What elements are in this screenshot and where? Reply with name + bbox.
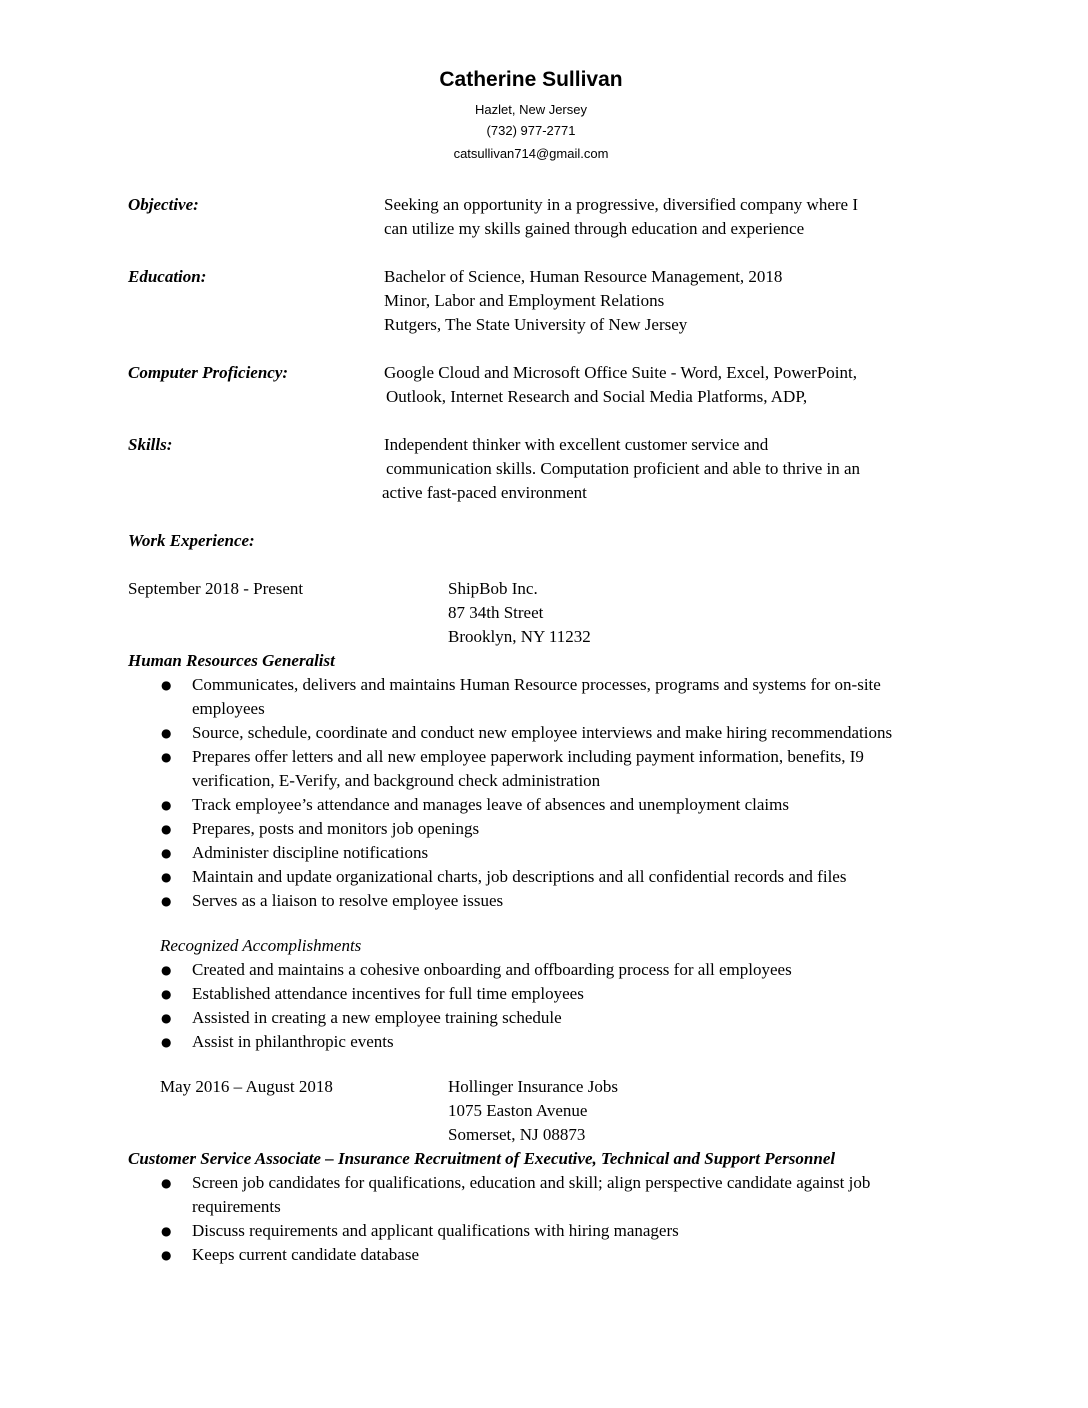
education-line: Minor, Labor and Employment Relations [384, 291, 665, 310]
bullet-text: Serves as a liaison to resolve employee issues [192, 891, 504, 910]
bullet-text: verification, E-Verify, and background check administration [192, 771, 601, 790]
bullet-text: Source, schedule, coordinate and conduct new employee interviews and make hiring recommendations [192, 723, 893, 742]
bullet-icon: ● [161, 870, 172, 884]
job-title: Human Resources Generalist [128, 651, 335, 670]
accomplishment-text: Assisted in creating a new employee training schedule [192, 1008, 562, 1027]
bullet-text: employees [192, 699, 265, 718]
bullet-text: Prepares offer letters and all new employee paperwork including payment information, benefits, I9 [192, 747, 864, 766]
section-label: Objective: [128, 195, 199, 214]
accomplishment-text: Created and maintains a cohesive onboarding and offboarding process for all employees [192, 960, 792, 979]
bullet-text: Maintain and update organizational charts, job descriptions and all confidential records and files [192, 867, 847, 886]
bullet-text: Keeps current candidate database [192, 1245, 420, 1264]
bullet-text: Track employee’s attendance and manages leave of absences and unemployment claims [192, 795, 789, 814]
job-dates: May 2016 – August 2018 [160, 1077, 333, 1096]
bullet-icon: ● [161, 894, 172, 908]
objective-line: Seeking an opportunity in a progressive, diversified company where I [384, 195, 858, 214]
bullet-text: Communicates, delivers and maintains Human Resource processes, programs and systems for on-site [192, 675, 881, 694]
bullet-icon: ● [161, 750, 172, 764]
bullet-icon: ● [161, 963, 172, 977]
bullet-icon: ● [161, 678, 172, 692]
accomplishments-heading: Recognized Accomplishments [160, 936, 362, 955]
skills-line: communication skills. Computation proficient and able to thrive in an [386, 459, 861, 478]
computer-line: Outlook, Internet Research and Social Media Platforms, ADP, [386, 387, 808, 406]
accomplishment-text: Assist in philanthropic events [192, 1032, 394, 1051]
bullet-icon: ● [161, 726, 172, 740]
bullet-text: Screen job candidates for qualifications, education and skill; align perspective candidate against job [192, 1173, 871, 1192]
bullet-icon: ● [161, 1224, 172, 1238]
company-line: Brooklyn, NY 11232 [448, 627, 591, 646]
company-line: 1075 Easton Avenue [448, 1101, 588, 1120]
accomplishment-text: Established attendance incentives for full time employees [192, 984, 584, 1003]
company-line: Somerset, NJ 08873 [448, 1125, 586, 1144]
skills-line: Independent thinker with excellent customer service and [384, 435, 769, 454]
bullet-icon: ● [161, 846, 172, 860]
computer-line: Google Cloud and Microsoft Office Suite - Word, Excel, PowerPoint, [384, 363, 857, 382]
section-label: Work Experience: [128, 531, 255, 550]
job-dates: September 2018 - Present [128, 579, 304, 598]
company-line: 87 34th Street [448, 603, 544, 622]
bullet-icon: ● [161, 822, 172, 836]
phone: (732) 977-2771 [486, 123, 576, 138]
location: Hazlet, New Jersey [475, 102, 587, 117]
company-line: Hollinger Insurance Jobs [448, 1077, 618, 1096]
bullet-text: Administer discipline notifications [192, 843, 429, 862]
email: catsullivan714@gmail.com [453, 146, 609, 161]
education-line: Rutgers, The State University of New Jersey [384, 315, 688, 334]
section-label: Computer Proficiency: [128, 363, 289, 382]
section-label: Education: [128, 267, 207, 286]
bullet-icon: ● [161, 1176, 172, 1190]
bullet-icon: ● [161, 987, 172, 1001]
objective-line: can utilize my skills gained through education and experience [384, 219, 805, 238]
bullet-text: requirements [192, 1197, 281, 1216]
bullet-icon: ● [161, 1011, 172, 1025]
section-label: Skills: [128, 435, 173, 454]
bullet-icon: ● [161, 1248, 172, 1262]
bullet-text: Prepares, posts and monitors job openings [192, 819, 480, 838]
bullet-icon: ● [161, 798, 172, 812]
education-line: Bachelor of Science, Human Resource Management, 2018 [384, 267, 783, 286]
job-title: Customer Service Associate – Insurance Recruitment of Executive, Technical and Support Personnel [128, 1149, 836, 1168]
bullet-icon: ● [161, 1035, 172, 1049]
company-line: ShipBob Inc. [448, 579, 538, 598]
bullet-text: Discuss requirements and applicant qualifications with hiring managers [192, 1221, 679, 1240]
candidate-name: Catherine Sullivan [439, 68, 623, 91]
skills-line: active fast-paced environment [382, 483, 587, 502]
